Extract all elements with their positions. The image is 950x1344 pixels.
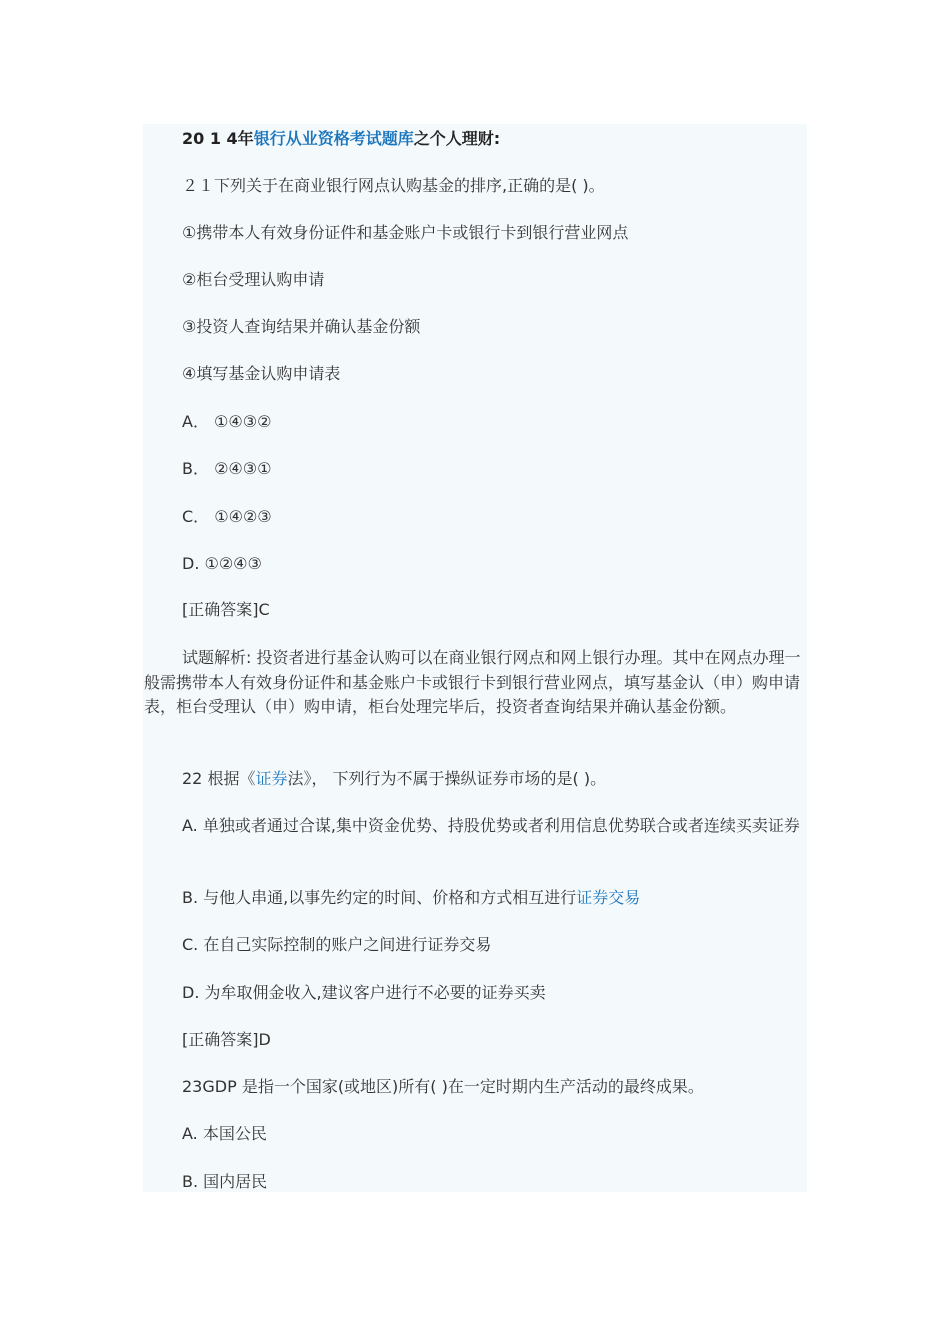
document-body [143, 124, 807, 1192]
q22-option-d: D. 为牟取佣金收入,建议客户进行不必要的证券买卖 [182, 983, 546, 1002]
q21-option-d: D. ①②④③ [182, 554, 262, 573]
q21-answer: [正确答案]C [182, 600, 270, 619]
securities-trading-link[interactable]: 证券交易 [576, 888, 641, 907]
q21-step-1: ①携带本人有效身份证件和基金账户卡或银行卡到银行营业网点 [182, 223, 629, 242]
q21-option-b: B． ②④③① [182, 459, 272, 478]
q21-option-c: C． ①④②③ [182, 507, 272, 526]
q23-option-b: B. 国内居民 [182, 1172, 268, 1191]
document-title: 20 1 4年银行从业资格考试题库之个人理财: [182, 129, 501, 148]
title-link[interactable]: 银行从业资格考试题库 [253, 129, 414, 148]
q23-question: 23GDP 是指一个国家(或地区)所有( )在一定时期内生产活动的最终成果。 [182, 1077, 704, 1096]
q21-step-4: ④填写基金认购申请表 [182, 364, 341, 383]
q23-option-a: A. 本国公民 [182, 1124, 267, 1143]
q21-step-3: ③投资人查询结果并确认基金份额 [182, 317, 421, 336]
q21-step-2: ②柜台受理认购申请 [182, 270, 325, 289]
q22-option-b: B. 与他人串通,以事先约定的时间、价格和方式相互进行证券交易 [182, 888, 641, 907]
q22-question: 22 根据《证券法》， 下列行为不属于操纵证券市场的是( )。 [182, 769, 607, 788]
q22-option-c: C. 在自己实际控制的账户之间进行证券交易 [182, 935, 492, 954]
q21-option-a: A． ①④③② [182, 412, 272, 431]
q22-option-a: A. 单独或者通过合谋,集中资金优势、持股优势或者利用信息优势联合或者连续买卖证券 [182, 816, 800, 835]
q22-answer: [正确答案]D [182, 1030, 271, 1049]
q21-question: ２１下列关于在商业银行网点认购基金的排序,正确的是( )。 [182, 176, 605, 195]
q21-analysis: 试题解析: 投资者进行基金认购可以在商业银行网点和网上银行办理。其中在网点办理一般需携带本人有效身份证件和基金账户卡或银行卡到银行营业网点，填写基金认（申）购申请表，柜台受理认（申）购申请，柜台处理完毕后，投资者查询结果并确认基金份额。 [144, 648, 801, 716]
securities-link[interactable]: 证券 [255, 769, 288, 788]
